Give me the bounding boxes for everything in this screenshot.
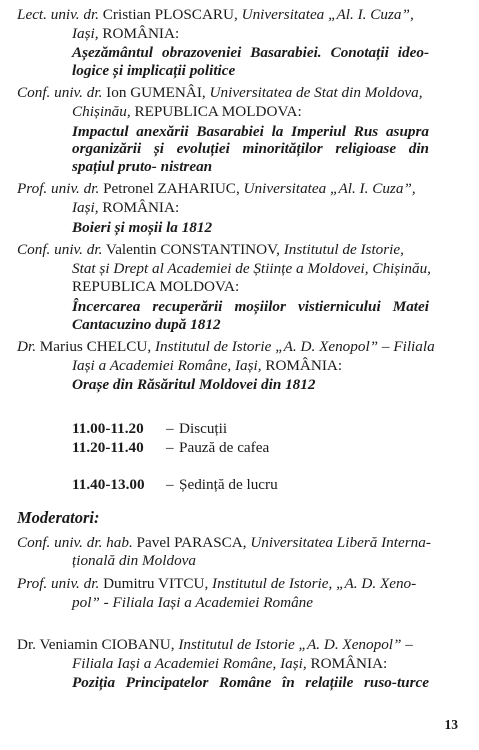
paper-title-line: Cantacuzino după 1812 xyxy=(72,315,221,333)
speaker-line-continued xyxy=(17,25,429,44)
speaker-entry-chelcu xyxy=(17,338,435,395)
schedule-block xyxy=(17,419,429,494)
paper-title-line: Impactul anexării Basarabiei la Imperiul Rus asupra xyxy=(72,122,429,140)
affiliation-city: Chișinău, xyxy=(72,102,131,120)
affiliation-line: Stat și Drept al Academiei de Științe a Moldovei, Chișinău, xyxy=(72,259,431,277)
speaker-line xyxy=(17,338,435,357)
paper-title-cont xyxy=(17,62,429,81)
academic-title: Conf. univ. dr. xyxy=(17,241,103,259)
moderator-line xyxy=(17,534,429,553)
schedule-label: Ședință de lucru xyxy=(179,475,278,493)
affiliation-city: Iași, xyxy=(72,198,99,216)
speaker-line xyxy=(17,180,429,199)
academic-title: Conf. univ. dr. xyxy=(17,84,103,102)
paper-title xyxy=(17,123,429,142)
schedule-label: Discuții xyxy=(179,419,228,437)
moderator-name: Pavel PARASCA, xyxy=(136,533,247,551)
country: ROMÂNIA: xyxy=(102,24,180,42)
paper-title-line: Încercarea recuperării moșiilor vistiernicului Matei xyxy=(72,297,429,315)
moderator-line-continued: pol” - Filiala Iași a Academiei Române xyxy=(72,593,313,611)
page-number: 13 xyxy=(444,717,458,732)
paper-title-line: Boieri și moșii la 1812 xyxy=(72,218,213,236)
affiliation-city: Iași a Academiei Române, Iași, xyxy=(72,356,262,374)
speaker-name: Ion GUMENÂI, xyxy=(106,84,206,102)
speaker-name: Marius CHELCU, xyxy=(39,338,152,356)
affiliation-city: Filiala Iași a Academiei Române, Iași, xyxy=(72,654,307,672)
academic-title: Dr. xyxy=(17,636,36,654)
paper-title-line: Poziția Principatelor Române în relațiile ruso-turce xyxy=(72,674,429,692)
paper-title xyxy=(17,219,429,238)
schedule-time: 11.00-11.20 xyxy=(72,419,144,437)
moderators-heading: Moderatori: xyxy=(17,507,100,527)
affiliation: Universitatea „Al. I. Cuza”, xyxy=(241,6,414,23)
speaker-name: Valentin CONSTANTINOV, xyxy=(105,241,280,259)
moderator-name: Dumitru VITCU, xyxy=(103,575,209,593)
speaker-line-continued xyxy=(17,655,429,674)
paper-title xyxy=(17,376,429,395)
affiliation: Institutul de Istorie „A. D. Xenopol” – Filiala xyxy=(154,338,435,356)
academic-title: Conf. univ. dr. hab. xyxy=(17,533,133,551)
speaker-line-continued xyxy=(17,199,429,218)
country: REPUBLICA MOLDOVA: xyxy=(134,102,302,120)
paper-title xyxy=(17,298,429,317)
country: ROMÂNIA: xyxy=(102,198,180,216)
speaker-line xyxy=(17,241,429,260)
paper-title-cont xyxy=(17,158,429,177)
country: ROMÂNIA: xyxy=(310,654,388,672)
speaker-line-continued xyxy=(17,260,429,279)
speaker-entry-constantinov xyxy=(17,241,429,334)
speaker-entry-ploscaru xyxy=(17,6,429,80)
academic-title: Prof. univ. dr. xyxy=(17,180,100,198)
speaker-line xyxy=(17,84,429,103)
speaker-entry-gumenai xyxy=(17,84,429,176)
speaker-entry-ciobanu xyxy=(17,636,429,693)
paper-title-line: organizării și evoluției minorităților religioase din xyxy=(72,140,429,158)
speaker-entry-zahariuc xyxy=(17,180,429,237)
affiliation: Universitatea de Stat din Moldova, xyxy=(209,84,423,102)
schedule-row xyxy=(72,419,429,438)
moderator-entry-parasca xyxy=(17,534,429,571)
paper-title-line: spațiul pruto- nistrean xyxy=(72,157,213,175)
paper-title-line: Așezământul obrazoveniei Basarabiei. Conotații ideo- xyxy=(72,44,429,62)
speaker-line-continued xyxy=(17,357,429,376)
paper-title-line: Orașe din Răsăritul Moldovei din 1812 xyxy=(72,376,316,394)
academic-title: Prof. univ. dr. xyxy=(17,575,100,593)
academic-title: Lect. univ. dr. xyxy=(17,6,99,23)
schedule-dash: – xyxy=(166,475,174,493)
schedule-time: 11.20-11.40 xyxy=(72,438,144,456)
speaker-name: Cristian PLOSCARU, xyxy=(102,6,238,23)
country: ROMÂNIA: xyxy=(265,356,343,374)
affiliation: Institutul de Istorie, „A. D. Xeno- xyxy=(212,575,417,593)
country: REPUBLICA MOLDOVA: xyxy=(72,278,240,296)
schedule-time: 11.40-13.00 xyxy=(72,475,145,493)
paper-title xyxy=(17,674,429,693)
moderator-line-continued: țională din Moldova xyxy=(72,552,197,570)
paper-title-line: logice și implicații politice xyxy=(72,61,236,79)
paper-title xyxy=(17,44,429,63)
schedule-row xyxy=(72,475,429,494)
moderator-entry-vitcu xyxy=(17,575,429,612)
speaker-line xyxy=(17,636,429,655)
speaker-line-continued xyxy=(17,278,429,297)
schedule-dash: – xyxy=(166,419,174,437)
moderator-line xyxy=(17,575,429,594)
schedule-label: Pauză de cafea xyxy=(179,438,270,456)
schedule-row xyxy=(72,438,429,457)
affiliation: Institutul de Istorie, xyxy=(283,241,404,259)
speaker-name: Veniamin CIOBANU, xyxy=(39,636,175,654)
affiliation: Universitatea „Al. I. Cuza”, xyxy=(243,180,416,198)
speaker-name: Petronel ZAHARIUC, xyxy=(103,180,240,198)
paper-title-cont xyxy=(17,140,429,159)
academic-title: Dr. xyxy=(17,338,36,356)
speaker-line xyxy=(17,6,429,25)
affiliation: Institutul de Istorie „A. D. Xenopol” – xyxy=(178,636,413,654)
paper-title-cont xyxy=(17,316,429,335)
speaker-line-continued xyxy=(17,103,429,122)
schedule-dash: – xyxy=(166,438,174,456)
affiliation-city: Iași, xyxy=(72,24,99,42)
affiliation: Universitatea Liberă Interna- xyxy=(250,533,431,551)
